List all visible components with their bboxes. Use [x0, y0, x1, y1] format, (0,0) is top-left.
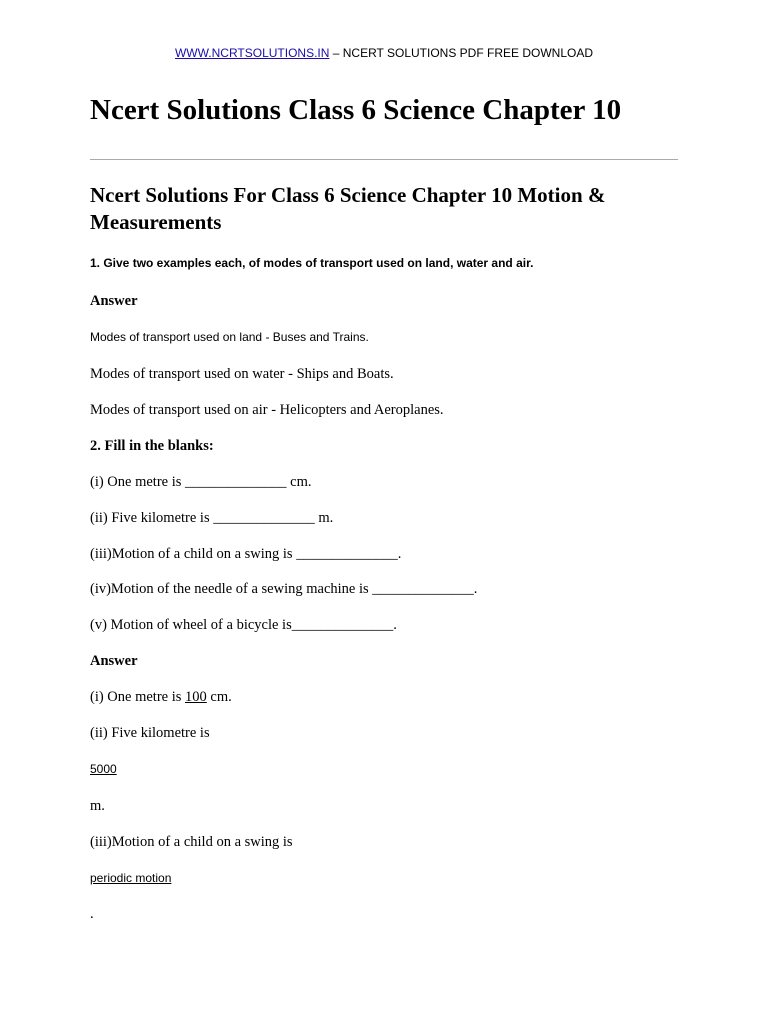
question-2: 2. Fill in the blanks:: [90, 438, 214, 454]
blank-4: (iv)Motion of the needle of a sewing machine is ______________.: [90, 581, 478, 597]
answer-label-1: Answer: [90, 293, 138, 309]
answer-land: Modes of transport used on land - Buses and Trains.: [90, 330, 369, 344]
answer-water: Modes of transport used on water - Ships and Boats.: [90, 366, 394, 382]
blank-2: (ii) Five kilometre is ______________ m.: [90, 510, 334, 526]
answer-2-1-prefix: (i) One metre is: [90, 689, 186, 705]
header-text: – NCERT SOLUTIONS PDF FREE DOWNLOAD: [329, 46, 594, 60]
question-1: 1. Give two examples each, of modes of transport used on land, water and air.: [90, 256, 534, 270]
title-divider: [90, 159, 678, 160]
answer-2-3-value: periodic motion: [90, 871, 172, 885]
site-link[interactable]: WWW.NCRTSOLUTIONS.IN: [174, 46, 330, 60]
answer-2-2-value: 5000: [90, 762, 117, 776]
answer-label-2: Answer: [90, 653, 138, 669]
answer-air: Modes of transport used on air - Helicopters and Aeroplanes.: [90, 402, 444, 418]
answer-2-2-prefix: (ii) Five kilometre is: [90, 725, 210, 741]
blank-5: (v) Motion of wheel of a bicycle is______________.: [90, 617, 397, 633]
answer-2-2-suffix: m.: [90, 798, 105, 814]
answer-2-1-value: 100: [185, 689, 207, 705]
blank-1: (i) One metre is ______________ cm.: [90, 474, 312, 490]
answer-2-3-prefix: (iii)Motion of a child on a swing is: [90, 834, 293, 850]
page-title: Ncert Solutions Class 6 Science Chapter 10: [90, 94, 622, 126]
section-title: Ncert Solutions For Class 6 Science Chapter 10 Motion & Measurements: [90, 183, 606, 234]
page-header: [0, 46, 768, 60]
answer-2-1-suffix: cm.: [206, 689, 232, 705]
answer-2-1: [90, 689, 232, 706]
answer-2-3-suffix: .: [90, 906, 94, 922]
blank-3: (iii)Motion of a child on a swing is ______________.: [90, 546, 402, 562]
